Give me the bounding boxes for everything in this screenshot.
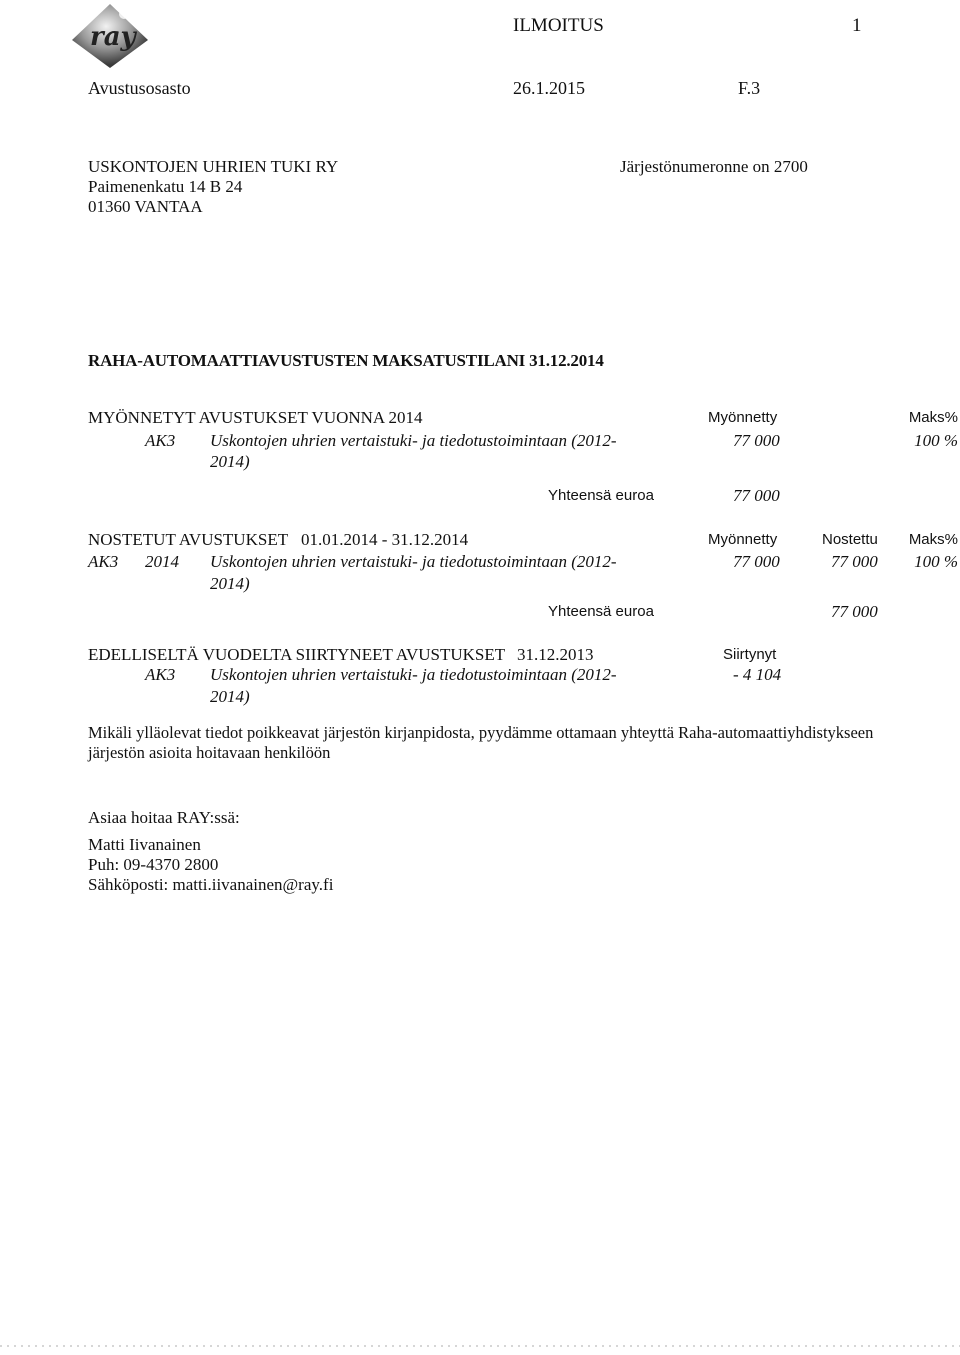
withdrawn-row-code: AK3	[88, 552, 119, 571]
withdrawn-row-withdrawn: 77 000	[831, 552, 878, 571]
doc-type: ILMOITUS	[513, 15, 604, 36]
withdrawn-col-granted: Myönnetty	[708, 531, 778, 548]
recipient-name: USKONTOJEN UHRIEN TUKI RY	[88, 157, 339, 176]
granted-row-desc-line1: Uskontojen uhrien vertaistuki- ja tiedotustoimintaan (2012-	[210, 431, 617, 450]
granted-total-label: Yhteensä euroa	[548, 487, 654, 504]
recipient-street: Paimenenkatu 14 B 24	[88, 177, 243, 196]
withdrawn-heading: NOSTETUT AVUSTUKSET	[88, 530, 289, 549]
transferred-row-desc-line2: 2014)	[210, 687, 250, 706]
contact-phone: Puh: 09-4370 2800	[88, 855, 219, 874]
organization-number: Järjestönumeronne on 2700	[620, 157, 808, 176]
notice-line1: Mikäli ylläolevat tiedot poikkeavat järjestön kirjanpidosta, pyydämme ottamaan yhteyttä Raha-automaattiyhdistykseen	[88, 723, 874, 742]
contact-name: Matti Iivanainen	[88, 835, 201, 854]
report-title: RAHA-AUTOMAATTIAVUSTUSTEN MAKSATUSTILANI 31.12.2014	[88, 351, 604, 370]
notice-line2: järjestön asioita hoitavaan henkilöön	[88, 743, 331, 762]
withdrawn-col-max: Maks%	[908, 531, 958, 548]
transferred-row-desc-line1: Uskontojen uhrien vertaistuki- ja tiedotustoimintaan (2012-	[210, 665, 617, 684]
granted-col-max: Maks%	[908, 409, 958, 426]
withdrawn-row-granted: 77 000	[733, 552, 780, 571]
granted-row-desc-line2: 2014)	[210, 452, 250, 471]
page-number: 1	[852, 15, 862, 36]
document-date: 26.1.2015	[513, 78, 585, 98]
withdrawn-col-withdrawn: Nostettu	[822, 531, 878, 548]
contact-heading: Asiaa hoitaa RAY:ssä:	[88, 808, 240, 827]
recipient-city: 01360 VANTAA	[88, 197, 203, 216]
transferred-row-amount: - 4 104	[733, 665, 782, 684]
granted-col-granted: Myönnetty	[708, 409, 778, 426]
transferred-date: 31.12.2013	[517, 645, 594, 664]
withdrawn-row-desc-line1: Uskontojen uhrien vertaistuki- ja tiedotustoimintaan (2012-	[210, 552, 617, 571]
department: Avustusosasto	[88, 78, 191, 98]
transferred-col-label: Siirtynyt	[723, 646, 777, 663]
logo-text: ray	[90, 22, 136, 52]
scan-artifact-line	[0, 1345, 960, 1347]
withdrawn-row-max: 100 %	[914, 552, 958, 571]
document-code: F.3	[738, 78, 761, 98]
granted-heading: MYÖNNETYT AVUSTUKSET VUONNA 2014	[88, 408, 423, 427]
granted-row-max: 100 %	[914, 431, 958, 450]
contact-email: Sähköposti: matti.iivanainen@ray.fi	[88, 875, 334, 894]
granted-total-amount: 77 000	[733, 486, 780, 505]
transferred-row-code: AK3	[145, 665, 176, 684]
withdrawn-row-desc-line2: 2014)	[210, 574, 250, 593]
transferred-heading: EDELLISELTÄ VUODELTA SIIRTYNEET AVUSTUKSET	[88, 645, 506, 664]
withdrawn-row-year: 2014	[145, 552, 179, 571]
withdrawn-total-amount: 77 000	[831, 602, 878, 621]
withdrawn-period: 01.01.2014 - 31.12.2014	[301, 530, 469, 549]
granted-row-amount: 77 000	[733, 431, 780, 450]
ray-logo	[62, 0, 162, 70]
granted-row-code: AK3	[145, 431, 176, 450]
withdrawn-total-label: Yhteensä euroa	[548, 603, 654, 620]
